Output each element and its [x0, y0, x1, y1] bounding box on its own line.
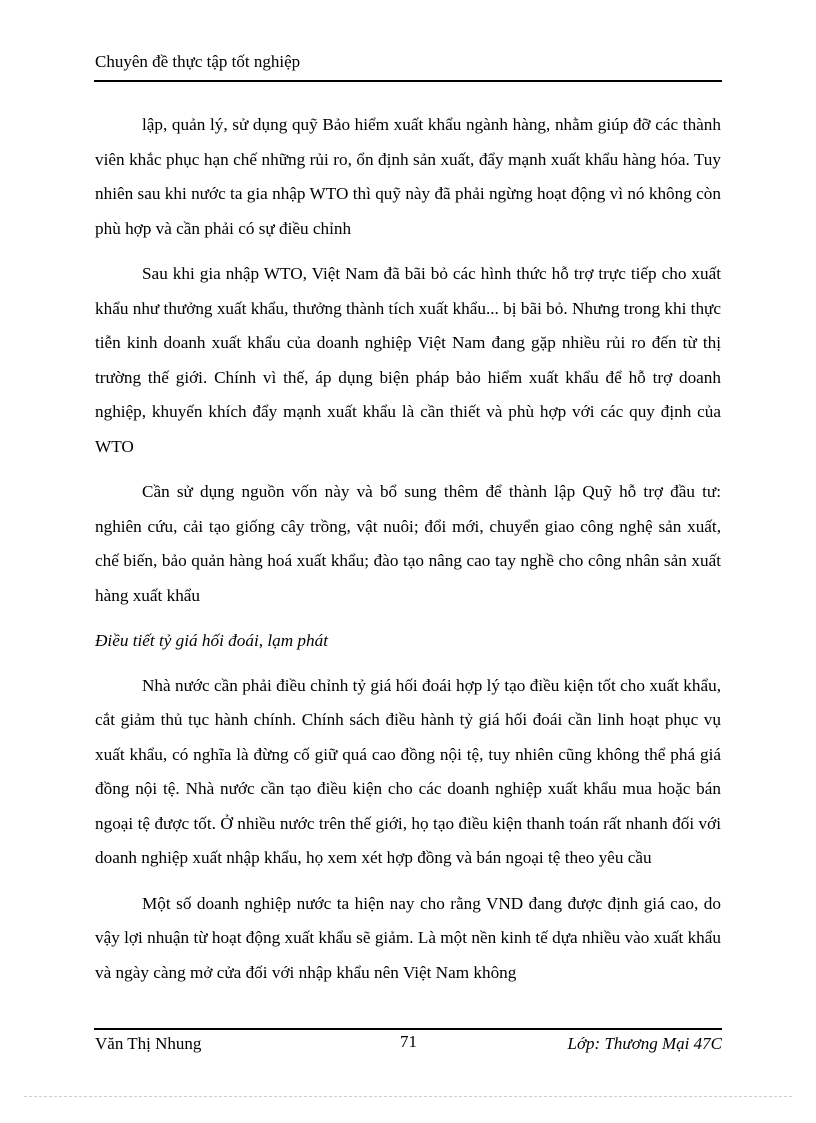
paragraph-1: lập, quản lý, sử dụng quỹ Bảo hiểm xuất khẩu ngành hàng, nhằm giúp đỡ các thành viên khắc phục hạn chế những rủi ro, ổn định sản xuất, đẩy mạnh xuất khẩu hàng hóa. Tuy nhiên sau khi nước ta gia nhập WTO thì quỹ này đã phải ngừng hoạt động vì nó không còn phù hợp và cần phải có sự điều chỉnh [95, 115, 721, 238]
paragraph-4: Nhà nước cần phải điều chỉnh tỷ giá hối đoái hợp lý tạo điều kiện tốt cho xuất khẩu, cắt giảm thủ tục hành chính. Chính sách điều hành tỷ giá hối đoái cần linh hoạt phục vụ xuất khẩu, có nghĩa là đừng cố giữ quá cao đồng nội tệ, tuy nhiên cũng không thể phá giá đồng nội tệ. Nhà nước cần tạo điều kiện cho các doanh nghiệp xuất khẩu mua hoặc bán ngoại tệ được tốt. Ở nhiều nước trên thế giới, họ tạo điều kiện thanh toán rất nhanh đối với doanh nghiệp xuất nhập khẩu, họ xem xét hợp đồng và bán ngoại tệ theo yêu cầu [95, 675, 721, 867]
paragraph-3: Cần sử dụng nguồn vốn này và bổ sung thêm để thành lập Quỹ hỗ trợ đầu tư: nghiên cứu, cải tạo giống cây trồng, vật nuôi; đổi mới, chuyển giao công nghệ sản xuất, chế biến, bảo quản hàng hoá xuất khẩu; đào tạo nâng cao tay nghề cho công nhân sản xuất hàng xuất khẩu [95, 482, 721, 605]
footer-author: Văn Thị Nhung [95, 1034, 202, 1053]
footer-class-label: Lớp: Thương Mại 47C [567, 1034, 722, 1053]
paragraph-2: Sau khi gia nhập WTO, Việt Nam đã bãi bỏ các hình thức hỗ trợ trực tiếp cho xuất khẩu như thưởng xuất khẩu, thưởng thành tích xuất khẩu... bị bãi bỏ. Nhưng trong khi thực tiễn kinh doanh xuất khẩu của doanh nghiệp Việt Nam đang gặp nhiều rủi ro đến từ thị trường thế giới. Chính vì thế, áp dụng biện pháp bảo hiểm xuất khẩu để hỗ trợ doanh nghiệp, khuyến khích đẩy mạnh xuất khẩu là cần thiết và phù hợp với các quy định của WTO [95, 264, 721, 456]
page-number: 71 [400, 1032, 417, 1051]
paragraph-5: Một số doanh nghiệp nước ta hiện nay cho rằng VND đang được định giá cao, do vậy lợi nhuận từ hoạt động xuất khẩu sẽ giảm. Là một nền kinh tế dựa nhiều vào xuất khẩu và ngày càng mở cửa đối với nhập khẩu nên Việt Nam không [95, 893, 721, 982]
section-heading: Điều tiết tỷ giá hối đoái, lạm phát [95, 631, 328, 650]
page-edge-divider [24, 1096, 792, 1097]
document-body [95, 108, 721, 1001]
running-header: Chuyên đề thực tập tốt nghiệp [95, 52, 301, 71]
header-divider [94, 80, 722, 82]
running-footer [95, 1031, 722, 1057]
